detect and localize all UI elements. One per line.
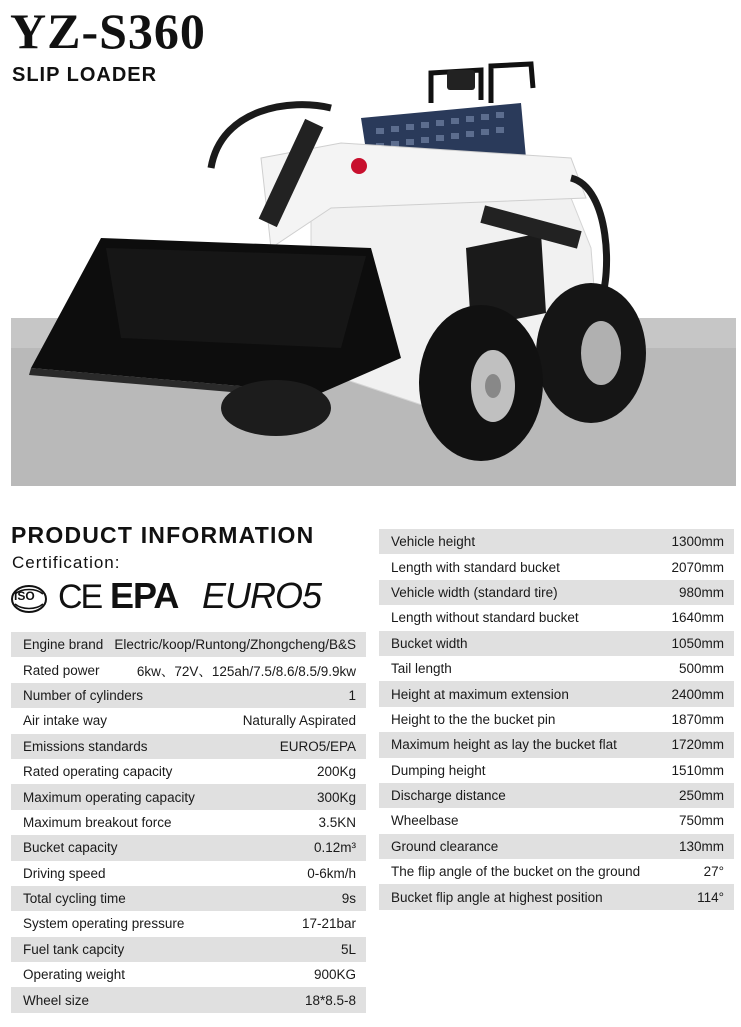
spec-label: The flip angle of the bucket on the ground: [391, 864, 641, 880]
cert-iso-text: ISO: [14, 589, 35, 603]
spec-label: Rated operating capacity: [23, 764, 173, 780]
spec-value: 0.12m³: [313, 840, 356, 856]
spec-label: System operating pressure: [23, 916, 185, 932]
spec-label: Bucket capacity: [23, 840, 118, 856]
model-subtitle: SLIP LOADER: [12, 64, 158, 86]
spec-row: [11, 962, 366, 987]
spec-row: [11, 861, 366, 886]
spec-row: [11, 632, 366, 657]
certification-label: Certification:: [12, 553, 121, 572]
spec-value: 3.5KN: [318, 814, 356, 830]
spec-label: Number of cylinders: [23, 687, 144, 703]
spec-label: Emissions standards: [23, 738, 148, 754]
spec-value: 6kw、72V、125ah/7.5/8.6/8.5/9.9kw: [136, 664, 356, 680]
spec-row: [379, 732, 734, 757]
spec-label: Ground clearance: [391, 838, 499, 854]
spec-row: [379, 656, 734, 681]
cert-euro-text: EURO5: [202, 575, 322, 616]
spec-value: 18*8.5-8: [304, 992, 356, 1008]
spec-row: [379, 758, 734, 783]
spec-value: 1720mm: [671, 737, 724, 753]
spec-value: 1510mm: [671, 762, 724, 778]
spec-value: 200Kg: [316, 764, 356, 780]
spec-row: [379, 834, 734, 859]
spec-label: Maximum breakout force: [23, 814, 172, 830]
spec-row: [11, 835, 366, 860]
spec-label: Height to the the bucket pin: [391, 711, 556, 727]
section-title: PRODUCT INFORMATION: [11, 522, 315, 548]
spec-label: Height at maximum extension: [391, 686, 569, 702]
spec-row: [379, 859, 734, 884]
spec-row: [379, 783, 734, 808]
spec-row: [379, 631, 734, 656]
cert-epa-text: EPA: [110, 575, 179, 616]
spec-label: Wheelbase: [391, 813, 459, 829]
spec-row: [11, 987, 366, 1012]
spec-value: 1640mm: [671, 610, 724, 626]
spec-row: [11, 784, 366, 809]
spec-label: Discharge distance: [391, 788, 506, 804]
spec-value: 1050mm: [671, 635, 724, 651]
spec-label: Engine brand: [23, 637, 104, 653]
cert-ce-text: CE: [58, 578, 102, 616]
spec-value: 0-6km/h: [307, 865, 356, 881]
spec-label: Dumping height: [391, 762, 486, 778]
spec-value: 114°: [697, 889, 724, 905]
spec-value: 130mm: [678, 838, 724, 854]
spec-label: Maximum operating capacity: [23, 789, 195, 805]
spec-row: [11, 734, 366, 759]
spec-value: 980mm: [678, 584, 724, 600]
spec-value: 900KG: [313, 967, 356, 983]
spec-label: Length without standard bucket: [391, 610, 579, 626]
spec-label: Operating weight: [23, 967, 126, 983]
spec-value: 1870mm: [671, 711, 724, 727]
spec-row: [11, 759, 366, 784]
spec-label: Driving speed: [23, 865, 106, 881]
spec-value: 750mm: [678, 813, 724, 829]
spec-row: [379, 681, 734, 706]
spec-row: [11, 937, 366, 962]
spec-label: Rated power: [23, 662, 100, 678]
spec-label: Vehicle width (standard tire): [391, 584, 558, 600]
spec-label: Total cycling time: [23, 891, 126, 907]
spec-label: Air intake way: [23, 713, 108, 729]
spec-value: 1: [348, 687, 356, 703]
spec-table-left: [11, 632, 366, 1013]
spec-row: [379, 580, 734, 605]
spec-value: 250mm: [678, 788, 724, 804]
spec-row: [11, 708, 366, 733]
spec-row: [11, 810, 366, 835]
spec-label: Maximum height as lay the bucket flat: [391, 737, 617, 753]
spec-label: Wheel size: [23, 992, 90, 1008]
spec-value: 500mm: [678, 661, 724, 677]
spec-value: 17-21bar: [301, 916, 356, 932]
spec-value: 300Kg: [316, 789, 356, 805]
spec-row: [379, 707, 734, 732]
spec-label: Bucket width: [391, 635, 468, 651]
spec-row: [379, 554, 734, 579]
spec-label: Vehicle height: [391, 534, 476, 550]
spec-value: 27°: [703, 864, 724, 880]
spec-value: 2400mm: [671, 686, 724, 702]
spec-label: Tail length: [391, 661, 452, 677]
certification-logos: [10, 575, 322, 620]
spec-value: Electric/koop/Runtong/Zhongcheng/B&S: [114, 637, 356, 653]
spec-value: Naturally Aspirated: [242, 713, 356, 729]
spec-row: [379, 529, 734, 554]
spec-row: [11, 911, 366, 936]
spec-value: 2070mm: [671, 559, 724, 575]
spec-table-right: [379, 529, 734, 910]
spec-value: 1300mm: [671, 534, 724, 550]
spec-value: 9s: [341, 891, 356, 907]
spec-row: [11, 657, 366, 682]
spec-row: [379, 884, 734, 909]
spec-label: Length with standard bucket: [391, 559, 560, 575]
model-title: YZ-S360: [10, 3, 206, 59]
spec-row: [379, 808, 734, 833]
spec-label: Fuel tank capcity: [23, 941, 125, 957]
product-photo: [11, 48, 736, 486]
spec-row: [11, 886, 366, 911]
spec-value: 5L: [340, 941, 356, 957]
spec-row: [379, 605, 734, 630]
spec-row: [11, 683, 366, 708]
spec-value: EURO5/EPA: [279, 738, 356, 754]
spec-label: Bucket flip angle at highest position: [391, 889, 603, 905]
